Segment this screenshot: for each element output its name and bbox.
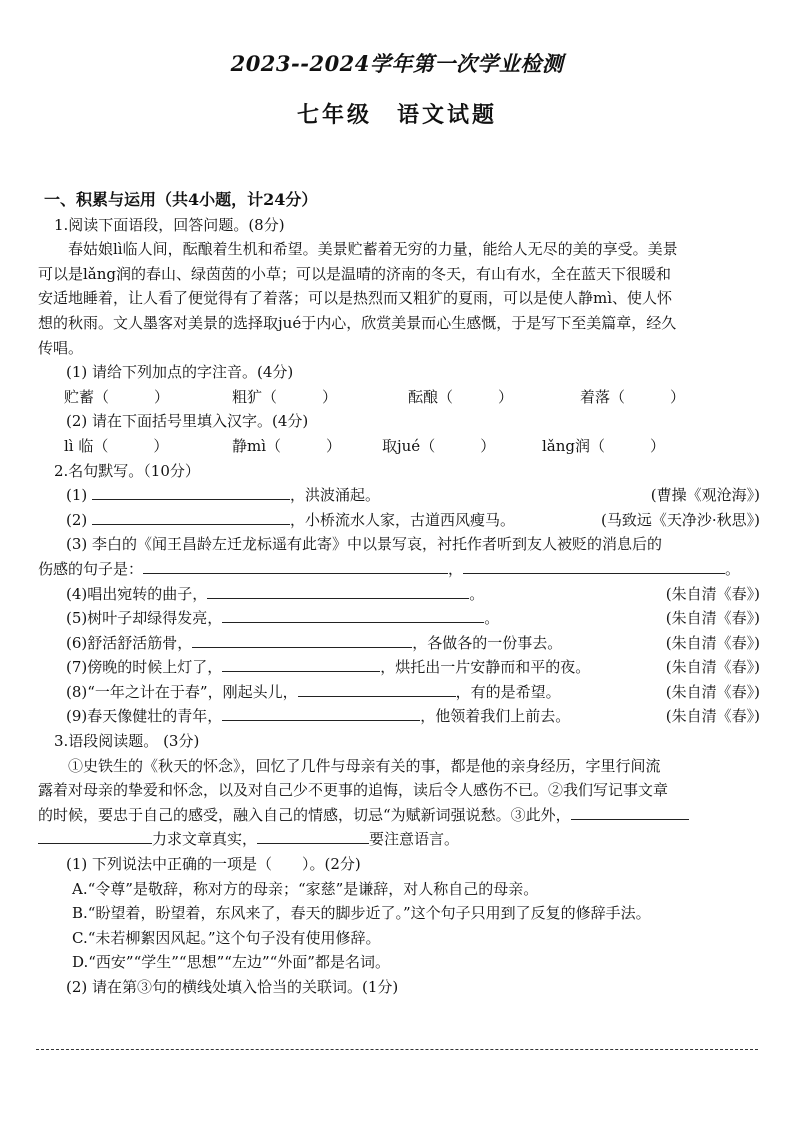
answer-line[interactable] (36, 1049, 758, 1050)
hanzi-item-4[interactable]: lǎng润（ ） (542, 436, 666, 455)
q1-sub1: (1) 请给下列加点的字注音。(4分) (66, 363, 294, 382)
item-text-after: 。 (469, 584, 485, 603)
item-text-before: 舒活舒活筋骨， (87, 633, 193, 652)
q2-item-5 (38, 606, 760, 631)
answer-blank[interactable] (222, 704, 420, 721)
q2-item-3-line1: (3) 李白的《闻王昌龄左迁龙标遥有此寄》中以景写哀，衬托作者听到友人被贬的消息后的 (66, 535, 663, 554)
answer-blank[interactable] (222, 606, 484, 623)
q3-passage-end: 要注意语言。 (369, 830, 460, 849)
q3-passage-line: 露着对母亲的挚爱和怀念，以及对自己少不更事的追悔，读后令人感伤不已。②我们写记事文章 (38, 781, 669, 800)
q1-passage-line: 安适地睡着，让人看了便觉得有了着落；可以是热烈而又粗犷的夏雨，可以是使人静mì、使人怀 (38, 289, 673, 308)
answer-blank[interactable] (143, 557, 448, 574)
item-number: (6) (66, 633, 88, 652)
section-1 (38, 188, 760, 1000)
q3-passage-line (38, 827, 760, 852)
hanzi-item-1[interactable]: lì 临（ ） (64, 436, 169, 455)
q2-item-8 (38, 680, 760, 705)
answer-blank[interactable] (92, 508, 290, 525)
item-text-after: ，小桥流水人家，古道西风瘦马。 (290, 510, 516, 529)
answer-blank[interactable] (463, 557, 725, 574)
q2-item-4 (38, 582, 760, 607)
item-text-before: “一年之计在于春”，刚起头儿， (87, 682, 298, 701)
question-2-stem: 2.名句默写。（10分） (54, 461, 200, 480)
pinyin-item-2[interactable]: 粗犷（ ） (232, 387, 338, 406)
item-source: (朱自清《春》) (665, 707, 760, 726)
answer-blank[interactable] (298, 680, 456, 697)
answer-blank[interactable] (257, 827, 369, 844)
item-sep: ， (448, 559, 464, 578)
item-source: (马致远《天净沙·秋思》) (601, 510, 760, 529)
item-number: (5) (66, 609, 88, 628)
item-number: (4) (66, 584, 88, 603)
q1-passage-line: 想的秋雨。文人墨客对美景的选择取jué于内心，欣赏美景而心生感慨，于是写下至美篇章，经久 (38, 313, 677, 332)
answer-blank[interactable] (38, 827, 152, 844)
q2-item-7 (38, 655, 760, 680)
item-text-after: ，有的是希望。 (455, 682, 561, 701)
option-b[interactable]: B.“盼望着，盼望着，东风来了，春天的脚步近了。”这个句子只用到了反复的修辞手法。 (72, 904, 651, 923)
option-c[interactable]: C.“未若柳絮因风起。”这个句子没有使用修辞。 (72, 928, 381, 947)
option-a[interactable]: A.“令尊”是敬辞，称对方的母亲；“家慈”是谦辞，对人称自己的母亲。 (72, 879, 539, 898)
q1-passage-line: 传唱。 (38, 338, 84, 357)
hanzi-item-3[interactable]: 取jué（ ） (382, 436, 496, 455)
item-text-before: 树叶子却绿得发亮， (87, 609, 223, 628)
item-number: (2) (66, 510, 88, 529)
q3-sub1: (1) 下列说法中正确的一项是（ ）。(2分) (66, 855, 361, 874)
item-number: (9) (66, 707, 88, 726)
q1-sub2: (2) 请在下面括号里填入汉字。(4分) (66, 412, 309, 431)
exam-title: 2023--2024学年第一次学业检测 (230, 51, 564, 76)
hanzi-item-2[interactable]: 静mì（ ） (232, 436, 342, 455)
q3-passage-text: 的时候，要忠于自己的感受，融入自己的情感，切忌“为赋新词强说愁。③此外， (38, 805, 571, 824)
item-source: (朱自清《春》) (665, 633, 760, 652)
option-d[interactable]: D.“西安”“学生”“思想”“左边”“外面”都是名词。 (72, 953, 390, 972)
q3-passage-line: ①史铁生的《秋天的怀念》，回忆了几件与母亲有关的事，都是他的亲身经历，字里行间流 (68, 756, 661, 775)
answer-blank[interactable] (571, 803, 689, 820)
item-number: (7) (66, 658, 88, 677)
q1-passage-line: 春姑娘lì临人间，酝酿着生机和希望。美景贮蓄着无穷的力量，能给人无尽的美的享受。美景 (68, 240, 678, 259)
item-text-after: 。 (484, 609, 500, 628)
item-text-before: 唱出宛转的曲子， (87, 584, 208, 603)
q3-passage-line (38, 803, 760, 828)
item-number: (8) (66, 682, 88, 701)
q2-item-6 (38, 631, 760, 656)
q3-passage-mid: 力求文章真实， (152, 830, 258, 849)
pinyin-item-4[interactable]: 着落（ ） (580, 387, 686, 406)
item-source: (曹操《观沧海》) (650, 486, 760, 505)
item-text-before: 春天像健壮的青年， (87, 707, 223, 726)
item-end: 。 (725, 559, 741, 578)
item-text-after: ，烘托出一片安静而和平的夜。 (380, 658, 591, 677)
item-text-after: ，洪波涌起。 (290, 486, 381, 505)
q2-item-9 (38, 704, 760, 729)
section-heading: 一、积累与运用（共4小题，计24分） (44, 190, 318, 209)
q2-item-1 (38, 483, 760, 508)
item-source: (朱自清《春》) (665, 609, 760, 628)
q1-sub1-items (38, 385, 760, 410)
q2-item-2 (38, 508, 760, 533)
pinyin-item-3[interactable]: 酝酿（ ） (408, 387, 514, 406)
answer-blank[interactable] (192, 631, 412, 648)
q3-sub2: (2) 请在第③句的横线处填入恰当的关联词。(1分) (66, 978, 399, 996)
question-3-stem: 3.语段阅读题。 (3分) (54, 732, 200, 751)
item-text-after: ，他领着我们上前去。 (420, 707, 571, 726)
item-text-before: 傍晚的时候上灯了， (87, 658, 223, 677)
item-source: (朱自清《春》) (665, 658, 760, 677)
item-text-before: 伤感的句子是： (38, 559, 144, 578)
item-number: (1) (66, 486, 88, 505)
item-source: (朱自清《春》) (665, 682, 760, 701)
q2-item-3-line2 (38, 557, 760, 582)
pinyin-item-1[interactable]: 贮蓄（ ） (64, 387, 170, 406)
item-source: (朱自清《春》) (665, 584, 760, 603)
q1-passage-line: 可以是lǎng润的春山、绿茵茵的小草；可以是温晴的济南的冬天，有山有水，全在蓝天下很暖和 (38, 264, 672, 283)
answer-blank[interactable] (92, 483, 290, 500)
question-1-stem: 1.阅读下面语段，回答问题。(8分) (54, 215, 285, 234)
answer-blank[interactable] (222, 655, 380, 672)
q1-sub2-items (38, 434, 760, 459)
item-text-after: ，各做各的一份事去。 (412, 633, 563, 652)
exam-subtitle: 七年级 语文试题 (296, 102, 497, 128)
answer-blank[interactable] (207, 582, 469, 599)
